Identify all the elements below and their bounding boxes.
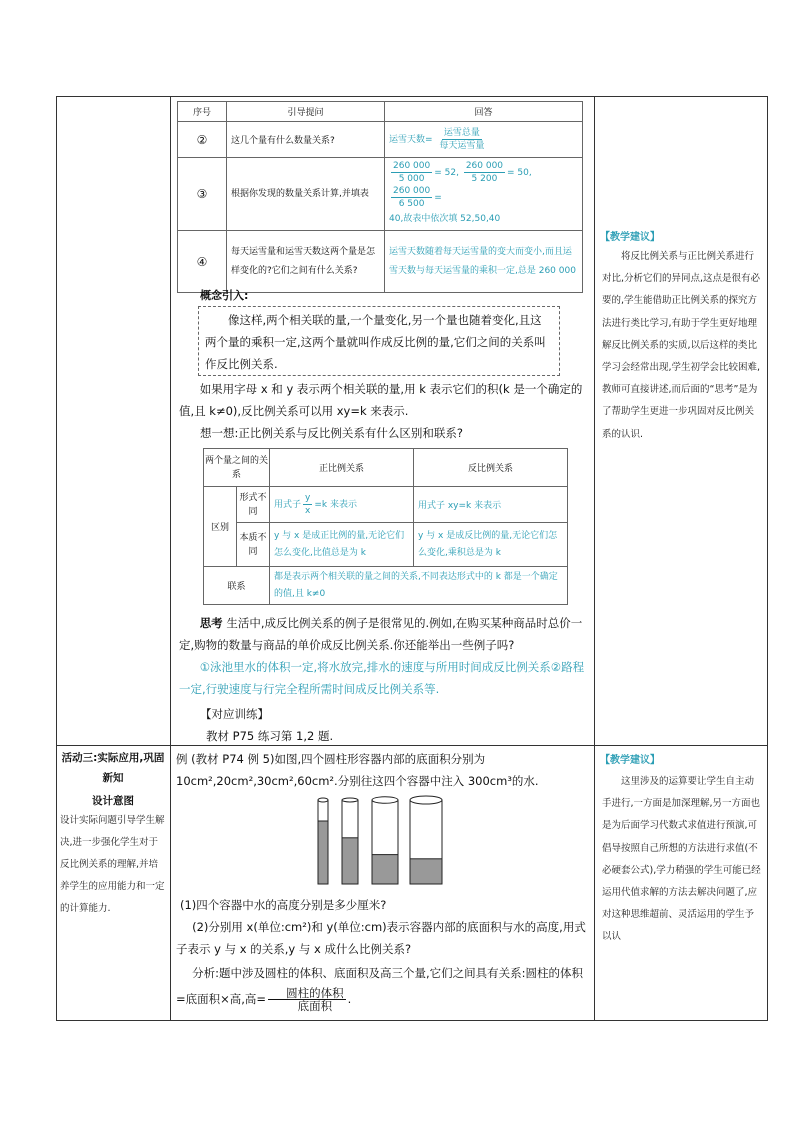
row-num: ④: [178, 231, 227, 293]
water-level: [372, 855, 398, 884]
frame-top: [56, 96, 768, 97]
fraction: [464, 160, 505, 185]
col-divider-1: [170, 96, 171, 1020]
fraction: [268, 987, 346, 1012]
practice-label: 【对应训练】: [200, 707, 269, 721]
frame-bottom: [56, 1020, 768, 1021]
reflect-answer: ①泳池里水的体积一定,将水放完,排水的速度与所用时间成反比例关系②路程一定,行驶速度与行完全程所需时间成反比例关系等.: [179, 660, 585, 696]
cylinder-top: [342, 798, 358, 802]
corner-cell: 两个量之间的关系: [204, 449, 270, 487]
frame-right: [767, 96, 768, 1020]
example-text: 例 (教材 P74 例 5)如图,四个圆柱形容器内部的底面积分别为 10cm²,20cm²,30cm²,60cm².分别往这四个容器中注入 300cm³的水.: [176, 752, 539, 788]
denominator: x: [305, 506, 311, 516]
form-label: 形式不同: [237, 487, 270, 523]
row-answer: 运雪天数随着每天运雪量的变大而变小,而且运雪天数与每天运雪量的乘积一定,总是 260 000: [385, 231, 583, 293]
col-direct: 正比例关系: [270, 449, 414, 487]
denominator: 6 500: [398, 199, 425, 209]
sidebar2-text: 这里涉及的运算要让学生自主动手进行,一方面是加深理解,另一方面也是为后面学习代数式求值进行预演,可倡导按照自己所想的方法进行求值(不必硬套公式),学力稍强的学生可能已经运用代值求解的方法去解决问题了,应对这种思维超前、灵活运用的学生予以认: [602, 776, 761, 943]
row-answer: [385, 158, 583, 231]
link-label: 联系: [204, 567, 270, 605]
guiding-questions-table: [177, 101, 583, 293]
row-answer: [385, 122, 583, 158]
concept-para: 如果用字母 x 和 y 表示两个相关联的量,用 k 表示它们的积(k 是一个确定的值,且 k≠0),反比例关系可以用 xy=k 来表示.: [179, 382, 583, 418]
cylinder-top: [318, 798, 328, 802]
answer-prefix: 运雪天数=: [389, 135, 433, 145]
intent-label: 设计意图: [92, 795, 134, 807]
numerator: 运雪总量: [443, 128, 480, 138]
reflect-body: 生活中,成反比例关系的例子是很常见的.例如,在购买某种商品时总价一定,购物的数量与商品的单价成反比例关系.你还能举出一些例子吗?: [179, 616, 583, 652]
th-answer: 回答: [385, 102, 583, 122]
cylinder-top: [410, 796, 442, 804]
diff-label: 区别: [204, 487, 237, 567]
practice-text: 教材 P75 练习第 1,2 题.: [206, 729, 334, 743]
col-divider-2: [594, 96, 595, 1020]
fraction: [303, 492, 312, 517]
think-prompt: 想一想:正比例关系与反比例关系有什么区别和联系?: [200, 426, 463, 440]
row-question: 这几个量有什么数量关系?: [227, 122, 385, 158]
row-num: ③: [178, 158, 227, 231]
fraction: [391, 160, 432, 185]
numerator: 圆柱的体积: [268, 987, 346, 1000]
th-question: 引导提问: [227, 102, 385, 122]
col-inverse: 反比例关系: [414, 449, 568, 487]
concept-box: 像这样,两个相关联的量,一个量变化,另一个量也随着变化,且这两个量的乘积一定,这两个量就叫作成反比例的量,它们之间的关系叫作反比例关系.: [198, 306, 560, 376]
numerator: y: [305, 493, 311, 503]
numerator: 260 000: [393, 186, 431, 196]
comparison-table: [203, 448, 568, 605]
row-question: 根据你发现的数量关系计算,并填表: [227, 158, 385, 231]
frame-left: [56, 96, 57, 1020]
table-row: [178, 158, 583, 231]
link-text: 都是表示两个相关联的量之间的关系,不同表达形式中的 k 都是一个确定的值,且 k≠0: [270, 567, 568, 605]
table-row: [178, 231, 583, 293]
water-level: [342, 838, 358, 884]
form-prefix: 用式子: [274, 500, 302, 510]
analysis-text: 分析:题中涉及圆柱的体积、底面积及高三个量,它们之间具有关系:圆柱的体积=底面积×高,高=: [176, 966, 583, 1006]
analysis: 分析:题中涉及圆柱的体积、底面积及高三个量,它们之间具有关系:圆柱的体积=底面积×高,高= $\frac{\text{圆柱的体积}}{\text{底面积}}$ .: [176, 966, 583, 1013]
answer-tail: 40,故表中依次填 52,50,40: [389, 214, 501, 224]
essence-direct: y 与 x 是成正比例的量,无论它们怎么变化,比值总是为 k: [270, 523, 414, 567]
essence-inverse: y 与 x 是成反比例的量,无论它们怎么变化,乘积总是为 k: [414, 523, 568, 567]
water-level: [410, 859, 442, 884]
denominator: 5 200: [471, 174, 498, 184]
sidebar1-text: 将反比例关系与正比例关系进行对比,分析它们的异同点,这点是很有必要的,学生能借助正比例关系的探究方法进行类比学习,有助于学生更好地理解反比例关系的实质,以后这样的类比学习会经常出现,学生初学会比较困难,教师可直接讲述,而后面的“思考”是为了帮助学生更进一步巩固对反比例关系的认识.: [602, 251, 761, 440]
water-level: [318, 821, 328, 884]
form-direct: [270, 487, 414, 523]
intent-text: 设计实际问题引导学生解决,进一步强化学生对于反比例关系的理解,并培养学生的应用能力和一定的计算能力.: [60, 815, 165, 914]
denominator: 每天运雪量: [439, 141, 485, 151]
denominator: 5 000: [398, 174, 425, 184]
denominator: 底面积: [297, 999, 333, 1013]
th-num: 序号: [178, 102, 227, 122]
question-1: (1)四个容器中水的高度分别是多少厘米?: [180, 898, 387, 912]
fraction: [391, 185, 432, 210]
table-row: [178, 122, 583, 158]
row-divider: [56, 745, 768, 746]
concept-heading: 概念引入:: [200, 289, 249, 302]
sidebar2-tag: 【教学建议】: [600, 755, 660, 766]
value: = 52,: [434, 168, 459, 178]
cylinders-figure: [310, 794, 450, 890]
fraction: [437, 127, 486, 152]
reflect-text: [179, 612, 589, 656]
numerator: 260 000: [393, 161, 431, 171]
activity3-title: 活动三:实际应用,巩固新知: [61, 752, 165, 784]
numerator: 260 000: [465, 161, 504, 171]
essence-label: 本质不同: [237, 523, 270, 567]
form-inverse: 用式子 xy=k 来表示: [414, 487, 568, 523]
reflect-label: 思考: [199, 616, 223, 630]
cylinder-top: [372, 797, 398, 804]
sidebar1-tag: 【教学建议】: [600, 232, 660, 243]
form-suffix: =k 来表示: [314, 500, 357, 510]
row-num: ②: [178, 122, 227, 158]
row-question: 每天运雪量和运雪天数这两个量是怎样变化的?它们之间有什么关系?: [227, 231, 385, 293]
question-2: (2)分别用 x(单位:cm²)和 y(单位:cm)表示容器内部的底面积与水的高度,用式子表示 y 与 x 的关系,y 与 x 成什么比例关系?: [176, 920, 586, 956]
value: = 50,: [507, 168, 532, 178]
value: =: [434, 193, 442, 203]
